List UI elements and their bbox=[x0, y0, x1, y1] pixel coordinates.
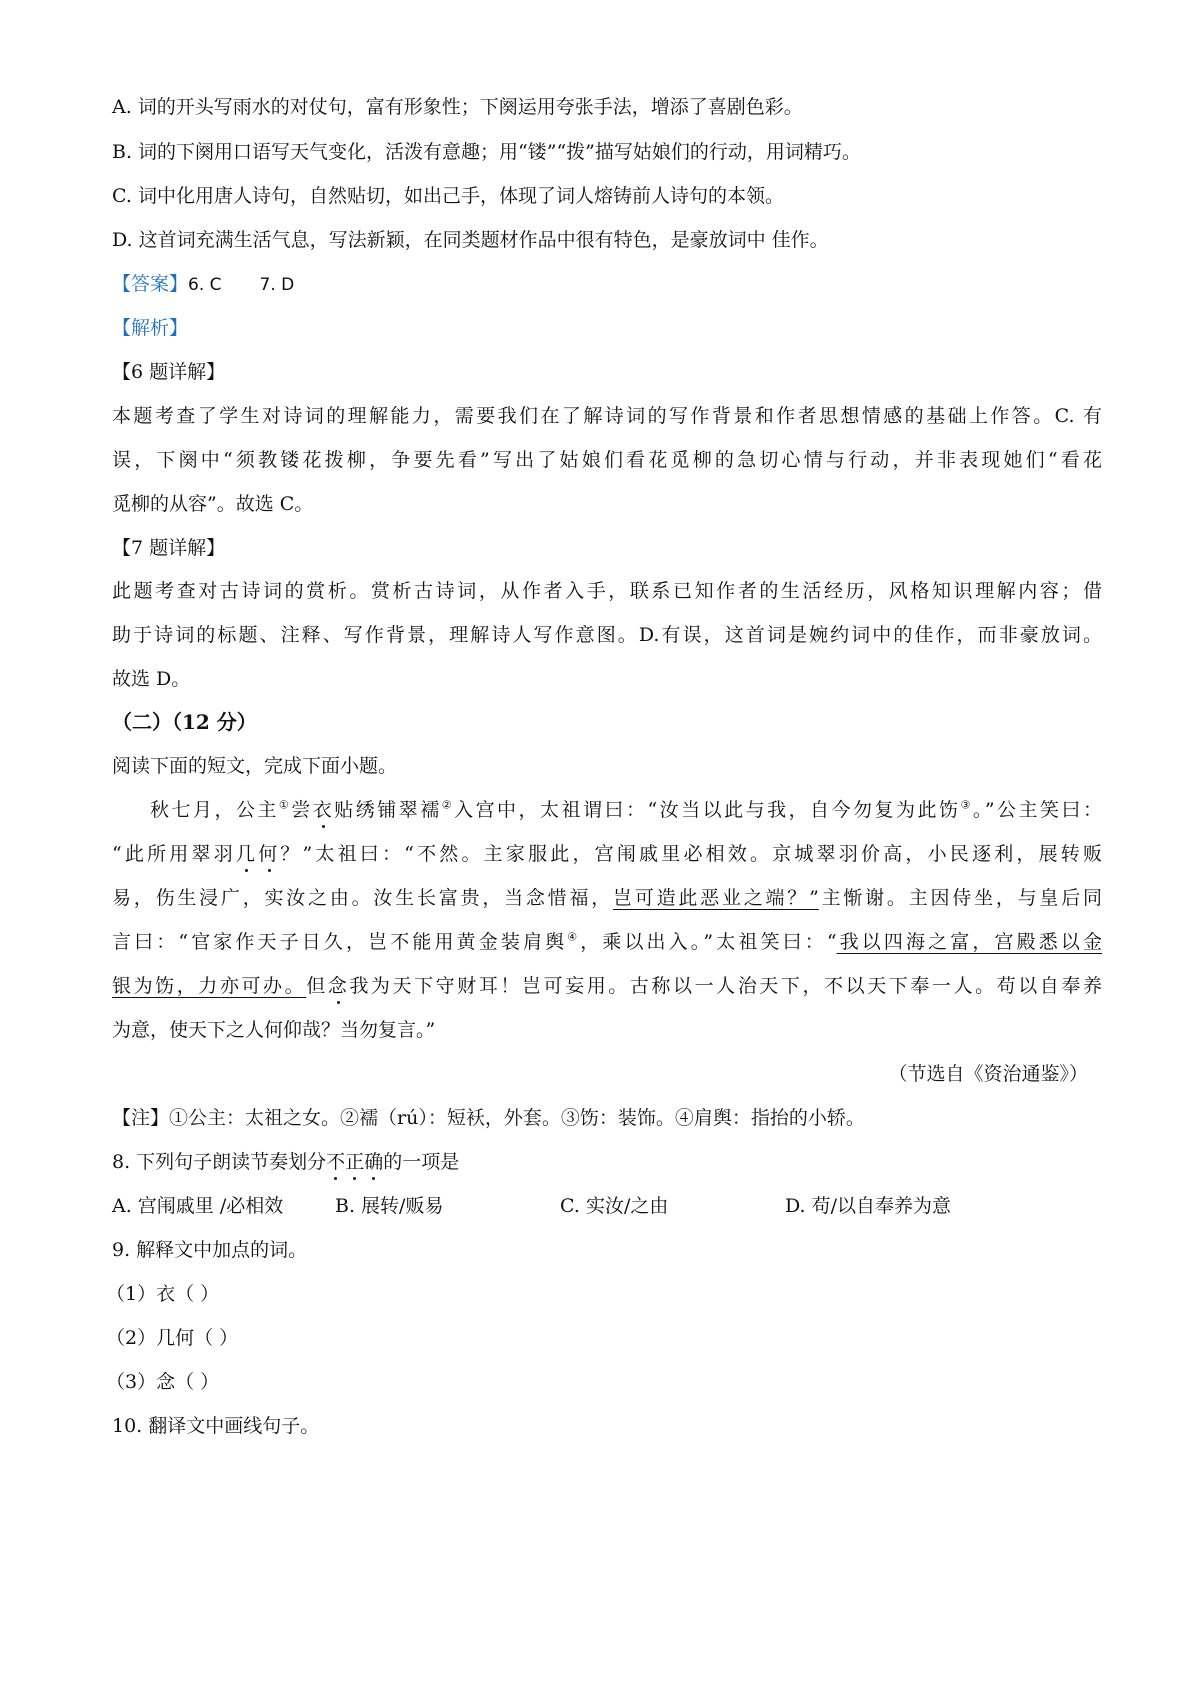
dotted-word-nian: 念 bbox=[327, 975, 350, 997]
q9-stem: 9. 解释文中加点的词。 bbox=[112, 1239, 308, 1261]
answer-label: 【答案】 bbox=[112, 273, 189, 295]
q6-detail-heading: 【6 题详解】 bbox=[112, 361, 226, 383]
underlined-sentence-2a: 我以四海之富，宫殿悉以金 bbox=[836, 931, 1102, 953]
dotted-word-yi: 衣 bbox=[312, 799, 335, 821]
q6-detail-line1: 本题考查了学生对诗词的理解能力，需要我们在了解诗词的写作背景和作者思想情感的基础上作答。C. 有 bbox=[112, 405, 1102, 427]
q10-stem: 10. 翻译文中画线句子。 bbox=[112, 1415, 320, 1437]
passage-note: 【注】①公主：太祖之女。②襦（rú）：短袄，外套。③饬：装饰。④肩舆：指抬的小轿。 bbox=[112, 1107, 865, 1129]
underlined-sentence-2b: 银为饬，力亦可办。 bbox=[112, 975, 307, 997]
q8-option-d: D. 苟/以自奉养为意 bbox=[785, 1195, 952, 1217]
passage-line-3: 易，伤生浸广，实汝之由。汝生长富贵，当念惜福，岂可造此恶业之端？”主惭谢。主因侍坐，与皇后同 bbox=[112, 887, 1102, 909]
q8-option-b: B. 展转/贩易 bbox=[335, 1195, 444, 1217]
q7-option-b: B. 词的下阕用口语写天气变化，活泼有意趣；用“镂”“拨”描写姑娘们的行动，用词精巧。 bbox=[112, 141, 861, 163]
answer-7: 7. D bbox=[259, 275, 295, 295]
passage-line-1: 秋七月，公主①尝衣贴绣铺翠襦②入宫中，太祖谓曰：“汝当以此与我，自今勿复为此饬③。”公主笑曰： bbox=[150, 798, 1102, 821]
q7-option-a: A. 词的开头写雨水的对仗句，富有形象性；下阕运用夸张手法，增添了喜剧色彩。 bbox=[112, 96, 803, 118]
passage-source: （节选自《资治通鉴》） bbox=[888, 1063, 1088, 1085]
analysis-label: 【解析】 bbox=[112, 317, 189, 339]
passage-line-6: 为意，使天下之人何仰哉？当勿复言。” bbox=[112, 1019, 436, 1041]
q7-option-c: C. 词中化用唐人诗句，自然贴切，如出己手，体现了词人熔铸前人诗句的本领。 bbox=[112, 185, 784, 207]
passage-line-4: 言曰：“官家作天子日久，岂不能用黄金装肩舆④，乘以出入。”太祖笑曰：“我以四海之富，宫殿悉以金 bbox=[112, 930, 1102, 953]
q9-item-3: （3）念（ ） bbox=[106, 1371, 220, 1393]
answer-line bbox=[112, 271, 294, 298]
underlined-sentence-1: 岂可造此恶业之端？” bbox=[613, 887, 819, 909]
answer-6: 6. C bbox=[188, 275, 222, 295]
q8-stem: 8. 下列句子朗读节奏划分不正确的一项是 bbox=[112, 1151, 460, 1173]
q8-option-c: C. 实汝/之由 bbox=[560, 1195, 669, 1217]
q8-option-a: A. 宫闱戚里 /必相效 bbox=[112, 1195, 284, 1217]
section-heading: （二）（12 分） bbox=[112, 710, 257, 734]
q7-option-d: D. 这首词充满生活气息，写法新颖，在同类题材作品中很有特色，是豪放词中 佳作。 bbox=[112, 229, 829, 251]
q9-item-1: （1）衣（ ） bbox=[106, 1283, 220, 1305]
q6-detail-line3: 觅柳的从容”。故选 C。 bbox=[112, 493, 314, 515]
dotted-word-ji: 几 bbox=[235, 843, 259, 865]
q7-detail-line2: 助于诗词的标题、注释、写作背景，理解诗人写作意图。D.有误，这首词是婉约词中的佳作，而非豪放词。 bbox=[112, 624, 1102, 646]
q9-item-2: （2）几何（ ） bbox=[106, 1327, 239, 1349]
dotted-word-he: 何 bbox=[258, 843, 281, 865]
section-instruction: 阅读下面的短文，完成下面小题。 bbox=[112, 755, 398, 777]
q7-detail-heading: 【7 题详解】 bbox=[112, 537, 226, 559]
passage-line-5: 银为饬，力亦可办。但念我为天下守财耳！岂可妄用。古称以一人治天下，不以天下奉一人。苟以自奉养 bbox=[112, 975, 1102, 997]
passage-line-2: “此所用翠羽几何？”太祖曰：“不然。主家服此，宫闱戚里必相效。京城翠羽价高，小民逐利，展转贩 bbox=[112, 843, 1102, 865]
q7-detail-line1: 此题考查对古诗词的赏析。赏析古诗词，从作者入手，联系已知作者的生活经历，风格知识理解内容；借 bbox=[112, 580, 1102, 602]
q6-detail-line2: 误，下阕中“须教镂花拨柳，争要先看”写出了姑娘们看花觅柳的急切心情与行动，并非表现她们“看花 bbox=[112, 449, 1102, 471]
q7-detail-line3: 故选 D。 bbox=[112, 668, 191, 690]
